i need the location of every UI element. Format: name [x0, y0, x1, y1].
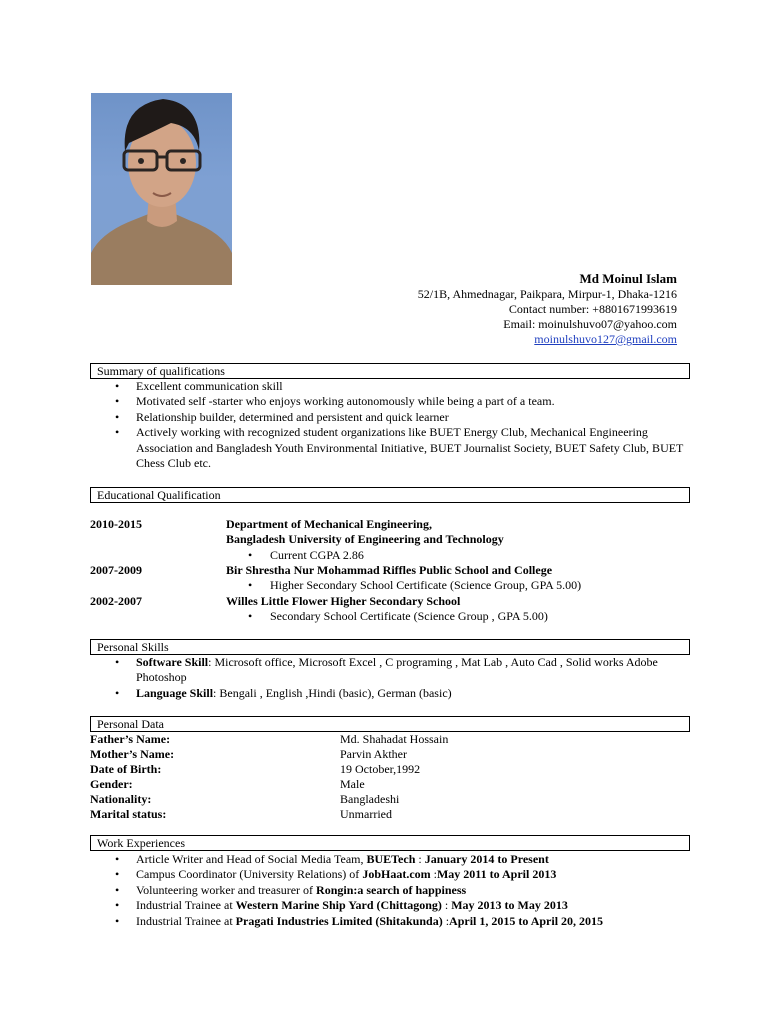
- email-yahoo: Email: moinulshuvo07@yahoo.com: [503, 317, 677, 331]
- personal-label: Gender:: [90, 777, 133, 791]
- work-role: Industrial Trainee at: [136, 913, 236, 928]
- list-item: [90, 867, 686, 882]
- work-role: Article Writer and Head of Social Media Team,: [136, 852, 367, 866]
- education-detail: • Current CGPA 2.86: [270, 548, 364, 563]
- personal-row: [90, 732, 686, 747]
- education-detail: • Secondary School Certificate (Science Group , GPA 5.00): [270, 609, 548, 624]
- personal-row: [90, 762, 686, 777]
- personal-label: Mother’s Name:: [90, 747, 175, 761]
- work-separator: :: [415, 852, 425, 866]
- education-years: 2010-2015: [90, 517, 142, 531]
- list-item: [90, 852, 686, 867]
- work-separator: :: [441, 898, 452, 913]
- education-line: Bangladesh University of Engineering and Technology: [226, 532, 504, 547]
- education-years: 2002-2007: [90, 594, 142, 608]
- contact-block: [418, 271, 677, 347]
- language-skill-value: : Bengali , English ,Hindi (basic), German (basic): [213, 685, 452, 700]
- work-org: Western Marine Ship Yard (Chittagong): [235, 898, 442, 913]
- personal-row: [90, 747, 686, 762]
- section-header-work: Work Experiences: [90, 835, 690, 851]
- section-header-skills: Personal Skills: [90, 639, 690, 655]
- list-item: [90, 655, 686, 686]
- list-item: [90, 883, 686, 898]
- work-separator: :: [442, 913, 450, 928]
- email-gmail-link[interactable]: moinulshuvo127@gmail.com: [534, 332, 677, 346]
- education-institution: Willes Little Flower Higher Secondary School: [226, 594, 461, 608]
- personal-value: Parvin Akther: [340, 747, 407, 761]
- list-item: • Motivated self -starter who enjoys working autonomously while being a part of a team.: [90, 394, 686, 409]
- work-role: Volunteering worker and treasurer of: [136, 882, 317, 897]
- list-item: [90, 914, 686, 929]
- person-portrait-image: [91, 93, 232, 285]
- personal-value: Bangladeshi: [340, 792, 400, 806]
- list-item: • Actively working with recognized student organizations like BUET Energy Club, Mechanical Engineering Association and Bangladesh Youth Environmental Initiative, BUET Journalist Society, BUET Safety Club, BUET Chess Club etc.: [90, 425, 686, 471]
- personal-label: Date of Birth:: [90, 762, 162, 776]
- work-org: Rongin:a search of happiness: [316, 882, 467, 897]
- candidate-name: Md Moinul Islam: [579, 271, 677, 286]
- profile-photo: [91, 93, 232, 285]
- education-detail: • Higher Secondary School Certificate (Science Group, GPA 5.00): [270, 578, 581, 593]
- list-item: [90, 686, 686, 701]
- language-skill-label: Language Skill: [136, 685, 214, 700]
- work-org: JobHaat.com: [362, 867, 431, 882]
- list-item: [90, 898, 686, 913]
- list-item: • Relationship builder, determined and persistent and quick learner: [90, 410, 686, 425]
- contact-number: Contact number: +8801671993619: [508, 302, 677, 316]
- personal-row: [90, 807, 686, 822]
- work-role: Campus Coordinator (University Relations) of: [136, 867, 363, 882]
- work-period: January 2014 to Present: [424, 852, 549, 866]
- personal-row: [90, 792, 686, 807]
- work-period: May 2011 to April 2013: [436, 867, 557, 882]
- section-header-summary: Summary of qualifications: [90, 363, 690, 379]
- work-org: BUETech: [366, 852, 416, 866]
- personal-row: [90, 777, 686, 792]
- work-period: April 1, 2015 to April 20, 2015: [449, 913, 604, 928]
- education-institution: Bir Shrestha Nur Mohammad Riffles Public School and College: [226, 563, 553, 577]
- software-skill-label: Software Skill: [136, 655, 209, 669]
- work-period: May 2013 to May 2013: [451, 898, 568, 913]
- personal-value: 19 October,1992: [340, 762, 421, 776]
- education-institution: [226, 517, 504, 548]
- work-separator: :: [430, 867, 437, 882]
- personal-label: Nationality:: [90, 792, 152, 806]
- section-header-education: Educational Qualification: [90, 487, 690, 503]
- work-role: Industrial Trainee at: [136, 898, 236, 913]
- personal-label: Marital status:: [90, 807, 167, 821]
- personal-value: Male: [340, 777, 365, 791]
- personal-value: Unmarried: [340, 807, 392, 821]
- section-header-personal: Personal Data: [90, 716, 690, 732]
- education-years: 2007-2009: [90, 563, 142, 577]
- personal-value: Md. Shahadat Hossain: [340, 732, 449, 746]
- work-list: [90, 852, 686, 929]
- address: 52/1B, Ahmednagar, Paikpara, Mirpur-1, Dhaka-1216: [417, 287, 677, 301]
- personal-label: Father’s Name:: [90, 732, 171, 746]
- software-skill-value: : Microsoft office, Microsoft Excel , C programing , Mat Lab , Auto Cad , Solid works Adobe Photoshop: [136, 655, 658, 685]
- skills-list: [90, 655, 686, 701]
- education-line: Department of Mechanical Engineering,: [226, 517, 432, 531]
- summary-list: [90, 379, 686, 471]
- work-org: Pragati Industries Limited (Shitakunda): [235, 913, 443, 928]
- list-item: • Excellent communication skill: [90, 379, 686, 394]
